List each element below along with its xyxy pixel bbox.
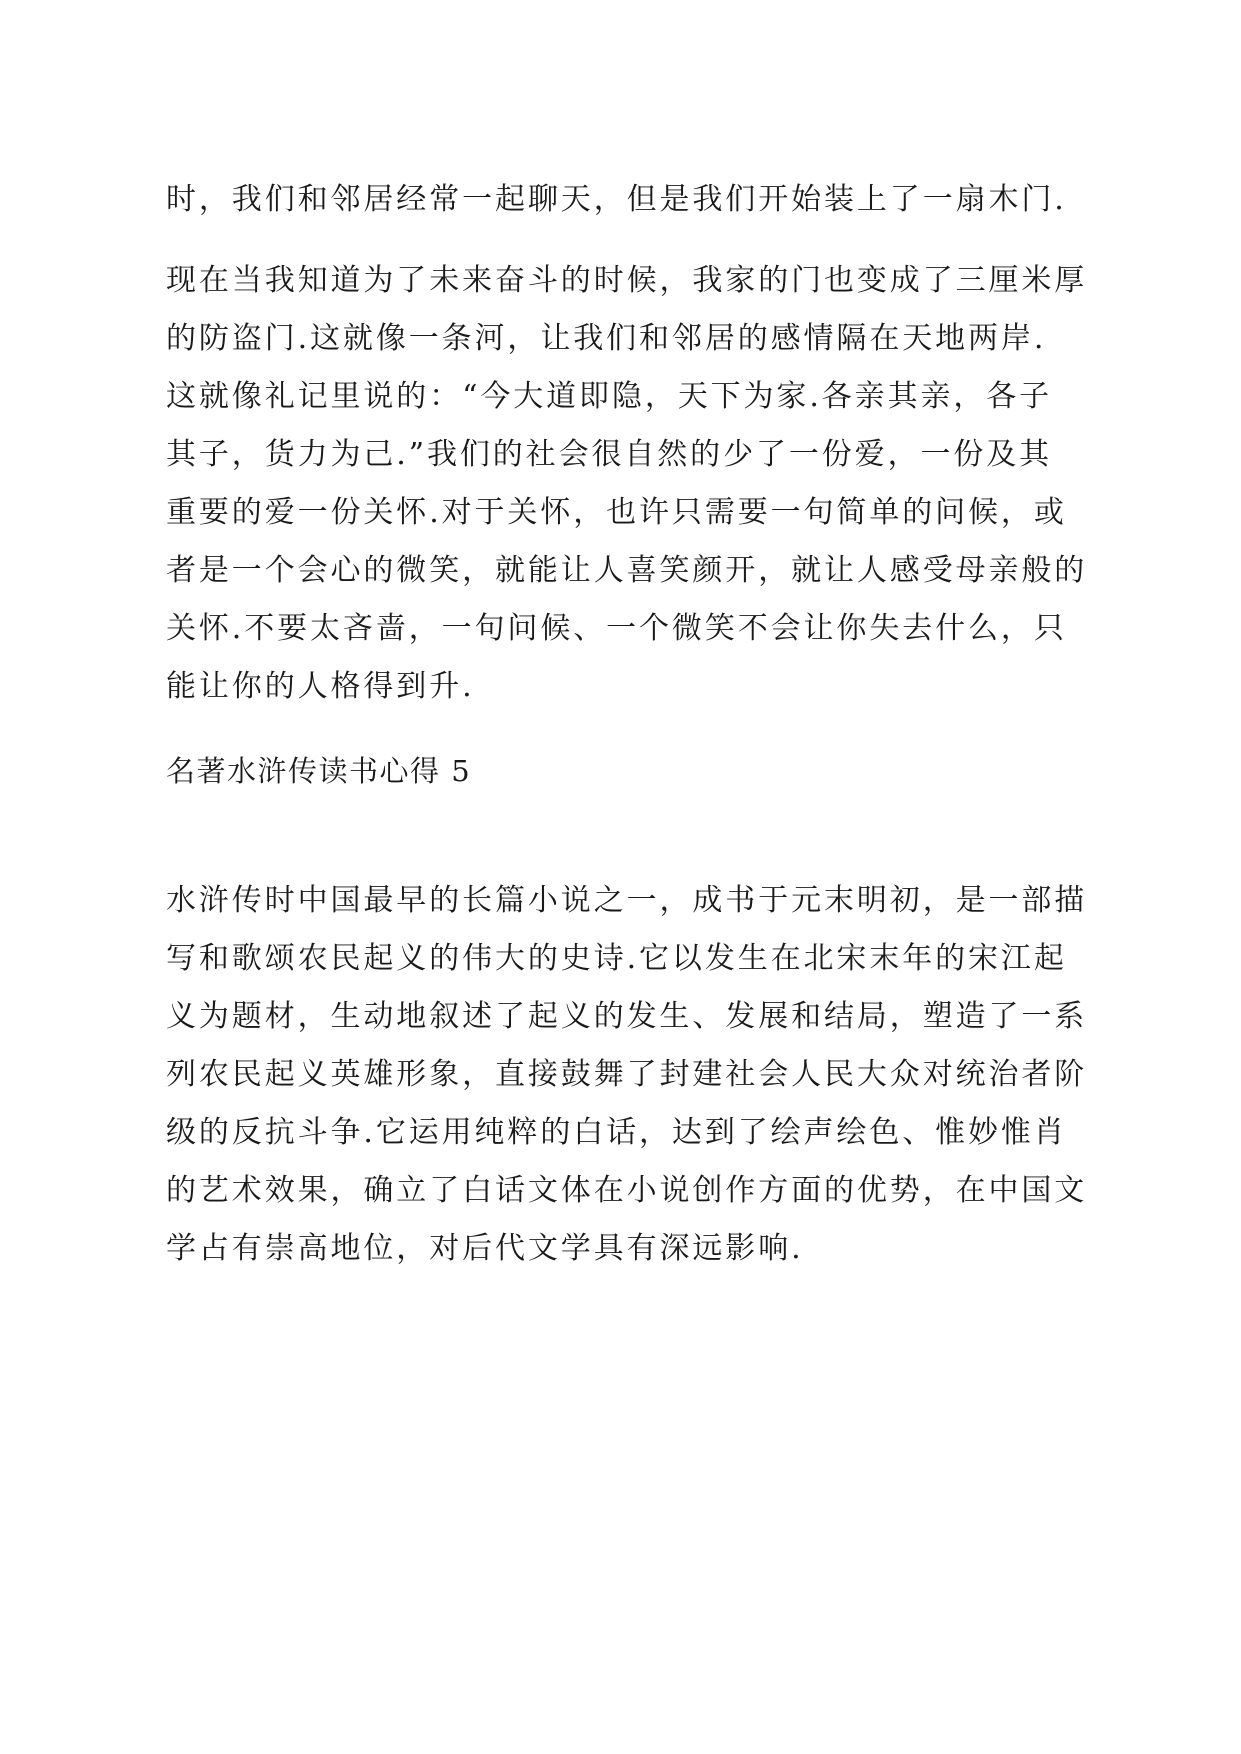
paragraph-line: 列农民起义英雄形象，直接鼓舞了封建社会人民大众对统治者阶 bbox=[166, 1057, 1088, 1092]
paragraph-line: 其子，货力为己.”我们的社会很自然的少了一份爱，一份及其 bbox=[166, 437, 1053, 472]
paragraph-line: 现在当我知道为了未来奋斗的时候，我家的门也变成了三厘米厚 bbox=[166, 263, 1088, 298]
paragraph-line: 这就像礼记里说的：“今大道即隐，天下为家.各亲其亲，各子 bbox=[166, 379, 1053, 414]
paragraph-line: 写和歌颂农民起义的伟大的史诗.它以发生在北宋末年的宋江起 bbox=[166, 941, 1067, 976]
paragraph-line: 重要的爱一份关怀.对于关怀，也许只需要一句简单的问候，或 bbox=[166, 495, 1067, 530]
paragraph-line: 水浒传时中国最早的长篇小说之一，成书于元末明初，是一部描 bbox=[166, 883, 1088, 918]
paragraph-line: 者是一个会心的微笑，就能让人喜笑颜开，就让人感受母亲般的 bbox=[166, 553, 1088, 588]
paragraph-line: 义为题材，生动地叙述了起义的发生、发展和结局，塑造了一系 bbox=[166, 999, 1088, 1034]
paragraph-line: 时，我们和邻居经常一起聊天，但是我们开始装上了一扇木门. bbox=[166, 182, 1067, 217]
paragraph-line: 级的反抗斗争.它运用纯粹的白话，达到了绘声绘色、惟妙惟肖 bbox=[166, 1115, 1067, 1150]
paragraph-line: 能让你的人格得到升. bbox=[166, 669, 475, 704]
paragraph-line: 的防盗门.这就像一条河，让我们和邻居的感情隔在天地两岸. bbox=[166, 321, 1047, 356]
paragraph-line: 的艺术效果，确立了白话文体在小说创作方面的优势，在中国文 bbox=[166, 1173, 1088, 1208]
section-heading: 名著水浒传读书心得 5 bbox=[166, 754, 472, 788]
paragraph-line: 学占有崇高地位，对后代文学具有深远影响. bbox=[166, 1231, 804, 1266]
paragraph-line: 关怀.不要太吝啬，一句问候、一个微笑不会让你失去什么，只 bbox=[166, 611, 1067, 646]
